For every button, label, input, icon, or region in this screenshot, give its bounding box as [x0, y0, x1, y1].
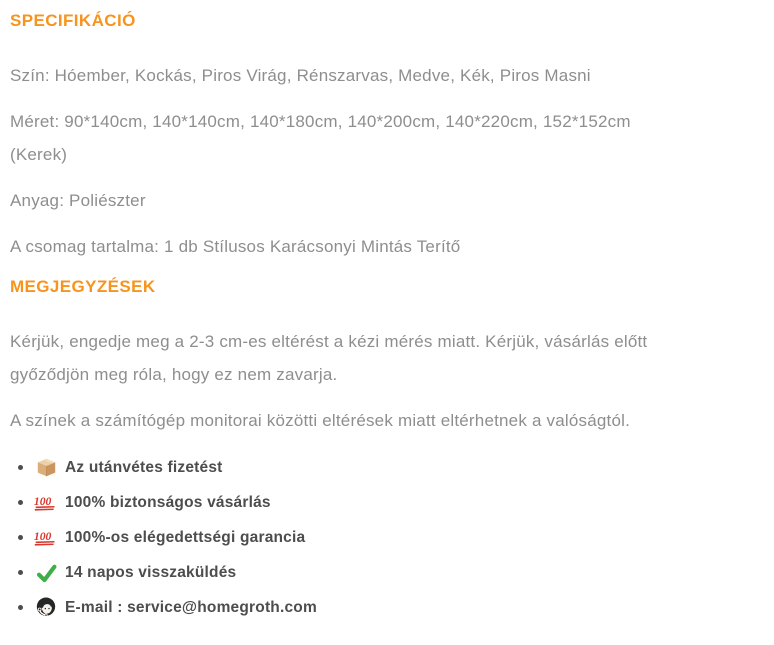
svg-text:100: 100 — [33, 494, 52, 508]
specification-heading: SPECIFIKÁCIÓ — [10, 11, 136, 30]
benefit-label: Az utánvétes fizetést — [65, 458, 223, 476]
hundred-icon — [33, 494, 59, 512]
bullet-dot — [18, 535, 23, 540]
spec-size-line: Méret: 90*140cm, 140*140cm, 140*180cm, 140*200cm, 140*220cm, 152*152cm (Kerek) — [10, 112, 631, 164]
package-icon — [33, 458, 59, 477]
note-color-disclaimer-line: A színek a számítógép monitorai közötti eltérések miatt eltérhetnek a valóságtól. — [10, 411, 631, 430]
checkmark-icon — [33, 563, 59, 583]
note-tolerance-line: Kérjük, engedje meg a 2-3 cm-es eltérést a kézi mérés miatt. Kérjük, vásárlás előtt győződjön meg róla, hogy ez nem zavarja. — [10, 332, 648, 384]
benefit-label: E-mail : service@homegroth.com — [65, 598, 317, 616]
benefit-label: 14 napos visszaküldés — [65, 563, 237, 581]
bullet-dot — [18, 605, 23, 610]
benefit-item-email — [10, 590, 764, 625]
benefit-item-secure — [10, 485, 764, 520]
headset-icon — [33, 597, 59, 618]
benefit-item-guarantee — [10, 520, 764, 555]
bullet-dot — [18, 465, 23, 470]
bullet-dot — [18, 500, 23, 505]
spec-material-line: Anyag: Poliészter — [10, 191, 146, 210]
notes-heading: MEGJEGYZÉSEK — [10, 277, 156, 296]
spec-color-line: Szín: Hóember, Kockás, Piros Virág, Rénszarvas, Medve, Kék, Piros Masni — [10, 66, 591, 85]
svg-text:100: 100 — [33, 529, 52, 543]
benefit-label: 100% biztonságos vásárlás — [65, 493, 271, 511]
spec-package-line: A csomag tartalma: 1 db Stílusos Karácsonyi Mintás Terítő — [10, 237, 461, 256]
benefit-item-cod — [10, 450, 764, 485]
benefit-item-return — [10, 555, 764, 590]
benefits-list — [10, 450, 764, 625]
hundred-icon — [33, 529, 59, 547]
bullet-dot — [18, 570, 23, 575]
benefit-label: 100%-os elégedettségi garancia — [65, 528, 306, 546]
